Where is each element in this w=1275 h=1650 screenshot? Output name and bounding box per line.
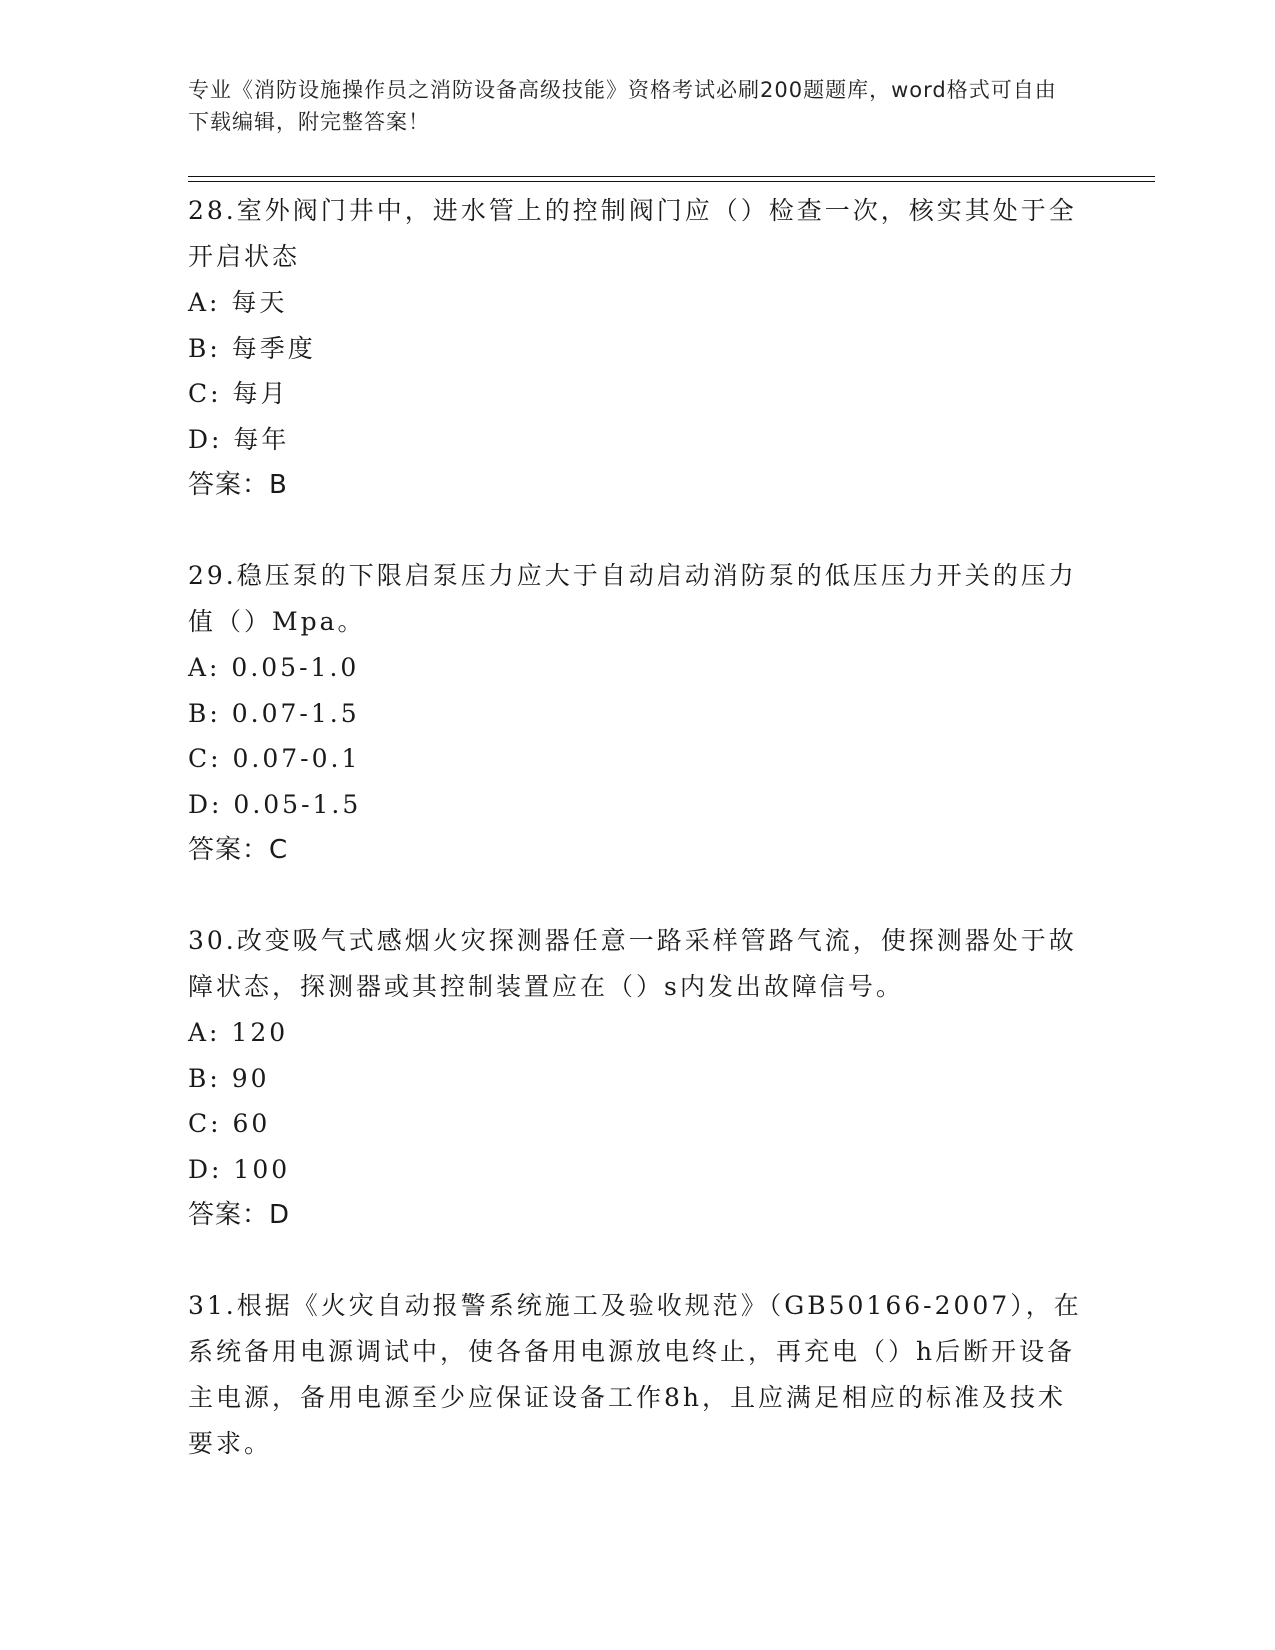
option-a: A: 0.05-1.0: [188, 653, 360, 682]
question-stem: 31.根据《火灾自动报警系统施工及验收规范》（GB50166-2007），在系统备用电源调试中，使各备用电源放电终止，再充电（）h后断开设备主电源，备用电源至少应保证设备工作8h，且应满足相应的标准及技术要求。: [188, 1291, 1082, 1458]
answer-line: 答案：B: [188, 470, 288, 500]
option-c: C: 每月: [188, 379, 289, 408]
question-stem: 30.改变吸气式感烟火灾探测器任意一路采样管路气流，使探测器处于故障状态，探测器或其控制装置应在（）s内发出故障信号。: [188, 926, 1077, 1001]
question-31: [188, 1283, 1088, 1467]
answer-line: 答案：C: [188, 835, 289, 865]
header-divider-bottom: [188, 181, 1155, 182]
option-c: C: 0.07-0.1: [188, 744, 361, 773]
option-d: D: 每年: [188, 424, 290, 454]
question-stem: 28.室外阀门井中，进水管上的控制阀门应（）检查一次，核实其处于全开启状态: [188, 196, 1077, 271]
option-b: B: 每季度: [188, 333, 316, 363]
question-29: [188, 553, 1088, 873]
option-d: D: 100: [188, 1154, 291, 1184]
option-a: A: 每天: [188, 288, 288, 317]
option-c: C: 60: [188, 1109, 271, 1138]
question-30: [188, 918, 1088, 1238]
header-divider-top: [188, 176, 1155, 177]
option-d: D: 0.05-1.5: [188, 789, 362, 819]
option-a: A: 120: [188, 1018, 289, 1047]
document-header: 专业《消防设施操作员之消防设备高级技能》资格考试必刷200题题库，word格式可自由下载编辑，附完整答案！: [188, 78, 1057, 134]
answer-line: 答案：D: [188, 1200, 291, 1230]
option-b: B: 0.07-1.5: [188, 698, 360, 728]
question-28: [188, 188, 1088, 508]
option-b: B: 90: [188, 1063, 270, 1093]
question-stem: 29.稳压泵的下限启泵压力应大于自动启动消防泵的低压压力开关的压力值（）Mpa。: [188, 561, 1077, 636]
